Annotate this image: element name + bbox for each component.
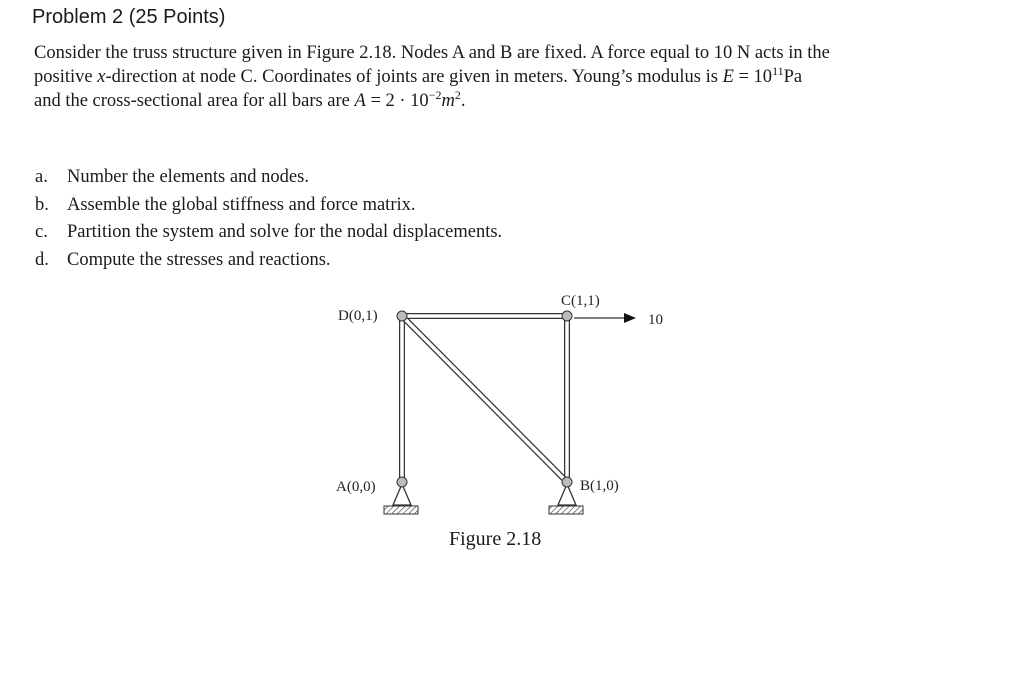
task-label-d: d.	[35, 249, 49, 270]
area-symbol: A	[354, 91, 366, 111]
node-a-label: A(0,0)	[336, 479, 376, 495]
task-label-c: c.	[35, 222, 48, 242]
line3-pre: and the cross-sectional area for all bars are	[34, 91, 355, 111]
node-b-joint	[562, 477, 572, 487]
node-d-joint	[397, 311, 407, 321]
line2-mid: -direction at node C. Coordinates of joints are given in meters. Young’s modulus is	[105, 67, 723, 87]
node-c-label: C(1,1)	[561, 293, 600, 309]
figure-caption: Figure 2.18	[449, 528, 542, 550]
area-unit-m: m	[441, 91, 455, 111]
support-b	[549, 484, 583, 514]
statement-line-1-text: Consider the truss structure given in Figure 2.18. Nodes A and B are fixed. A force equal to 10 N acts in the	[34, 43, 830, 63]
modulus-exponent: 11	[772, 64, 784, 78]
force-arrow	[574, 313, 636, 323]
line2-pre: positive	[34, 67, 98, 87]
line3-end: .	[460, 91, 466, 111]
node-a-joint	[397, 477, 407, 487]
area-unit-exponent: 2	[454, 88, 461, 102]
line3-eq: = 2 · 10	[365, 91, 429, 111]
node-c-joint	[562, 311, 572, 321]
task-text-c: Partition the system and solve for the nodal displacements.	[67, 222, 503, 242]
task-text-a: Number the elements and nodes.	[67, 167, 309, 187]
node-b-label: B(1,0)	[580, 478, 619, 494]
task-label-b: b.	[35, 194, 49, 215]
modulus-unit: Pa	[783, 67, 803, 87]
task-text-b: Assemble the global stiffness and force matrix.	[67, 194, 416, 215]
x-variable: x	[97, 67, 106, 87]
node-d-label: D(0,1)	[338, 308, 378, 324]
force-value-label: 10	[648, 312, 663, 328]
youngs-modulus-symbol: E	[722, 67, 734, 87]
task-text-d: Compute the stresses and reactions.	[67, 249, 331, 270]
problem-title: Problem 2 (25 Points)	[32, 6, 226, 28]
task-label-a: a.	[35, 167, 48, 187]
bar-db	[402, 316, 567, 482]
support-a	[384, 484, 418, 514]
line2-eq: = 10	[733, 67, 773, 87]
area-exponent: −2	[428, 88, 442, 102]
